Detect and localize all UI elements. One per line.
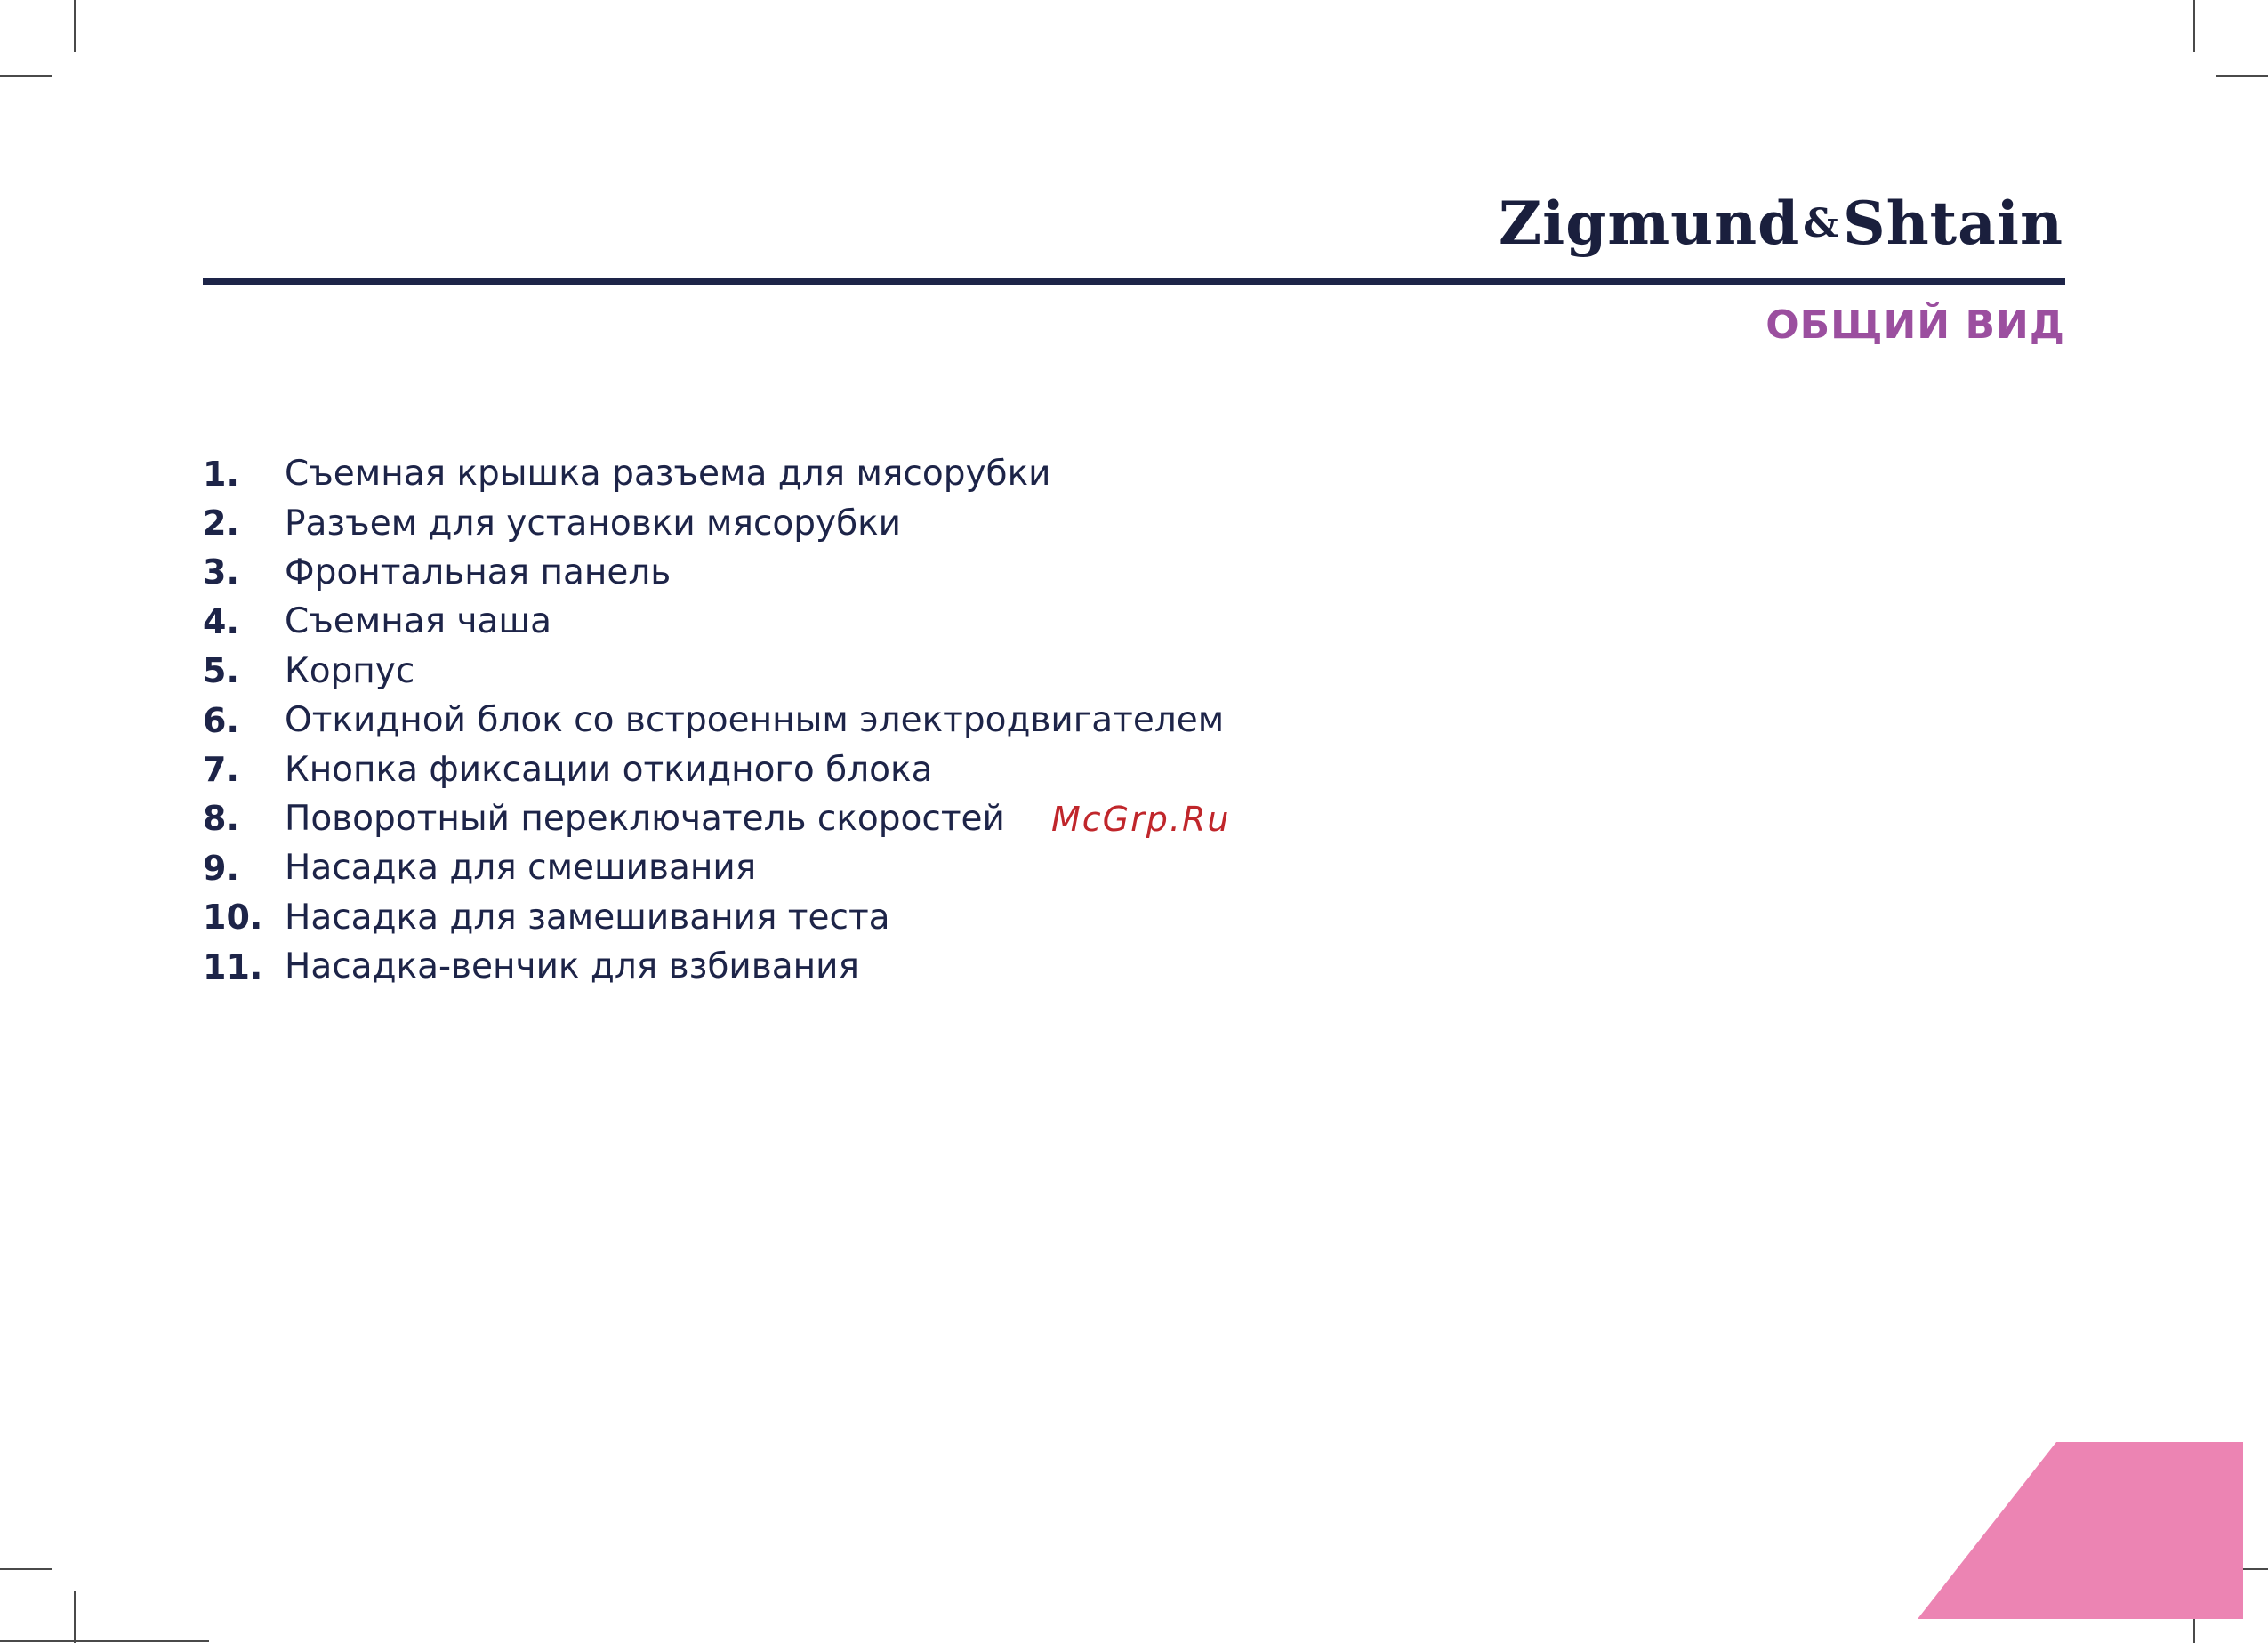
list-item xyxy=(203,498,1224,547)
logo-text-shtain: Shtain xyxy=(1843,189,2063,258)
item-number: 7. xyxy=(203,750,239,790)
item-number: 8. xyxy=(203,799,239,839)
list-item xyxy=(203,548,1224,597)
section-title: ОБЩИЙ ВИД xyxy=(1765,302,2065,348)
item-number: 6. xyxy=(203,700,239,740)
item-number: 1. xyxy=(203,454,239,494)
logo-text-zigmund: Zigmund xyxy=(1498,189,1800,258)
item-label: Съемная крышка разъема для мясорубки xyxy=(285,454,1051,495)
item-label: Насадка для замешивания теста xyxy=(285,897,890,938)
item-number: 11. xyxy=(203,946,263,987)
item-label: Фронтальная панель xyxy=(285,552,672,592)
item-label: Насадка-венчик для взбивания xyxy=(285,946,859,987)
item-number: 10. xyxy=(203,898,263,938)
item-label: Поворотный переключатель скоростей xyxy=(285,798,1005,839)
item-number: 2. xyxy=(203,503,239,544)
item-label: Корпус xyxy=(285,650,415,691)
brand-logo xyxy=(1498,189,2063,258)
logo-ampersand: & xyxy=(1803,201,1840,246)
watermark-link[interactable]: McGrp.Ru xyxy=(1051,800,1231,839)
list-item xyxy=(203,597,1224,646)
list-item xyxy=(203,696,1224,745)
item-label: Кнопка фиксации откидного блока xyxy=(285,749,933,790)
list-item xyxy=(203,843,1224,892)
item-label: Разъем для установки мясорубки xyxy=(285,503,902,544)
list-item xyxy=(203,893,1224,942)
list-item xyxy=(203,647,1224,696)
header-rule xyxy=(203,278,2065,285)
item-number: 3. xyxy=(203,552,239,592)
list-item xyxy=(203,942,1224,991)
item-number: 9. xyxy=(203,848,239,888)
parts-list xyxy=(203,449,1224,991)
item-label: Съемная чаша xyxy=(285,601,551,642)
item-number: 4. xyxy=(203,601,239,641)
pink-corner-shape xyxy=(1918,1442,2243,1619)
list-item xyxy=(203,449,1224,498)
list-item xyxy=(203,745,1224,793)
item-label: Насадка для смешивания xyxy=(285,848,757,889)
item-number: 5. xyxy=(203,651,239,691)
item-label: Откидной блок со встроенным электродвигателем xyxy=(285,700,1225,741)
